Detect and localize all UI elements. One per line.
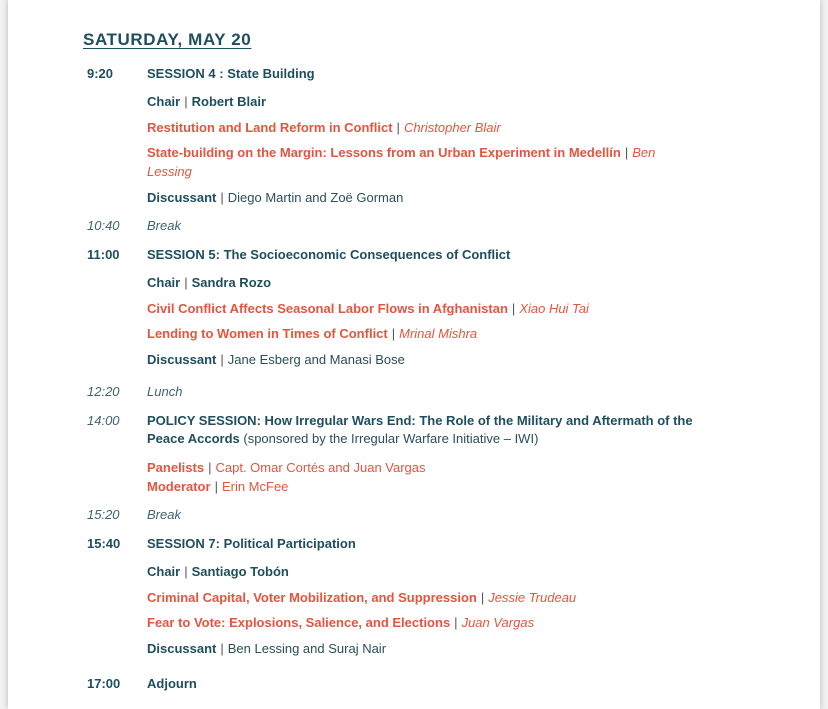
paper-title: State-building on the Margin: Lessons from an Urban Experiment in Medellín xyxy=(147,145,621,160)
session-7-title: SESSION 7: Political Participation xyxy=(147,536,356,551)
chair-label: Chair xyxy=(147,564,181,579)
panelists xyxy=(147,460,426,475)
document-page xyxy=(8,0,820,709)
policy-session-title: POLICY SESSION: How Irregular Wars End: The Role of the Military and Aftermath of the xyxy=(147,413,693,428)
paper-author: Juan Vargas xyxy=(461,615,535,630)
time-session-7: 15:40 xyxy=(87,536,121,551)
moderator xyxy=(147,479,288,494)
time-break-2: 15:20 xyxy=(87,507,120,522)
session-5-title: SESSION 5: The Socioeconomic Consequences of Conflict xyxy=(147,247,511,262)
paper-author: Jessie Trudeau xyxy=(488,590,577,605)
paper-title: Fear to Vote: Explosions, Salience, and Elections xyxy=(147,615,451,630)
session-4-chair xyxy=(147,94,266,109)
paper-entry xyxy=(147,590,576,605)
separator: | xyxy=(396,120,400,135)
paper-entry xyxy=(147,301,589,316)
discussant-label: Discussant xyxy=(147,190,217,205)
separator: | xyxy=(391,326,396,341)
chair-name: Sandra Rozo xyxy=(191,275,272,290)
session-7-chair xyxy=(147,564,289,579)
paper-entry xyxy=(147,326,477,341)
session-4-discussant xyxy=(147,190,403,205)
time-adjourn: 17:00 xyxy=(87,676,121,691)
time-policy-session: 14:00 xyxy=(87,413,120,428)
time-session-5: 11:00 xyxy=(87,247,120,262)
paper-title: Restitution and Land Reform in Conflict xyxy=(147,120,393,135)
chair-label: Chair xyxy=(147,94,181,109)
paper-author: Christopher Blair xyxy=(403,120,501,135)
session-4-title: SESSION 4 : State Building xyxy=(147,66,315,81)
discussant-label: Discussant xyxy=(147,352,217,367)
discussant-label: Discussant xyxy=(147,641,217,656)
separator: | xyxy=(511,301,516,316)
paper-author-continued: Lessing xyxy=(147,164,192,179)
session-7-discussant xyxy=(147,641,386,656)
lunch-label: Lunch xyxy=(147,384,183,399)
paper-entry xyxy=(147,615,534,630)
separator: | xyxy=(220,190,224,205)
sponsor-note: (sponsored by the Irregular Warfare Initiative – IWI) xyxy=(243,431,539,446)
panelists-label: Panelists xyxy=(147,460,205,475)
separator: | xyxy=(624,145,629,160)
paper-title: Lending to Women in Times of Conflict xyxy=(147,326,388,341)
session-5-chair xyxy=(147,275,271,290)
paper-entry xyxy=(147,120,501,135)
discussant-names: Jane Esberg and Manasi Bose xyxy=(227,352,405,367)
separator: | xyxy=(184,94,188,109)
moderator-name: Erin McFee xyxy=(221,479,289,494)
separator: | xyxy=(214,479,218,494)
paper-author: Mrinal Mishra xyxy=(399,326,478,341)
panelists-names: Capt. Omar Cortés and Juan Vargas xyxy=(215,460,426,475)
separator: | xyxy=(454,615,458,630)
chair-label: Chair xyxy=(147,275,181,290)
paper-title: Civil Conflict Affects Seasonal Labor Flows in Afghanistan xyxy=(147,301,508,316)
chair-name: Robert Blair xyxy=(191,94,267,109)
moderator-label: Moderator xyxy=(147,479,211,494)
policy-session-title-continued xyxy=(147,431,538,446)
paper-author: Xiao Hui Tai xyxy=(519,301,589,316)
session-5-discussant xyxy=(147,352,405,367)
separator: | xyxy=(184,564,188,579)
separator: | xyxy=(184,275,188,290)
break-label: Break xyxy=(147,218,181,233)
paper-entry xyxy=(147,145,655,160)
discussant-names: Diego Martin and Zoë Gorman xyxy=(227,190,404,205)
time-lunch: 12:20 xyxy=(87,384,120,399)
separator: | xyxy=(220,352,224,367)
discussant-names: Ben Lessing and Suraj Nair xyxy=(227,641,387,656)
policy-session-title-end: Peace Accords xyxy=(147,431,240,446)
separator: | xyxy=(208,460,212,475)
time-break-1: 10:40 xyxy=(87,218,120,233)
adjourn-label: Adjourn xyxy=(147,676,197,691)
break-label: Break xyxy=(147,507,181,522)
separator: | xyxy=(480,590,485,605)
chair-name: Santiago Tobón xyxy=(191,564,289,579)
day-heading: SATURDAY, MAY 20 xyxy=(83,30,252,49)
paper-author: Ben xyxy=(632,145,656,160)
separator: | xyxy=(220,641,224,656)
time-session-4: 9:20 xyxy=(87,66,114,81)
paper-title: Criminal Capital, Voter Mobilization, and Suppression xyxy=(147,590,477,605)
